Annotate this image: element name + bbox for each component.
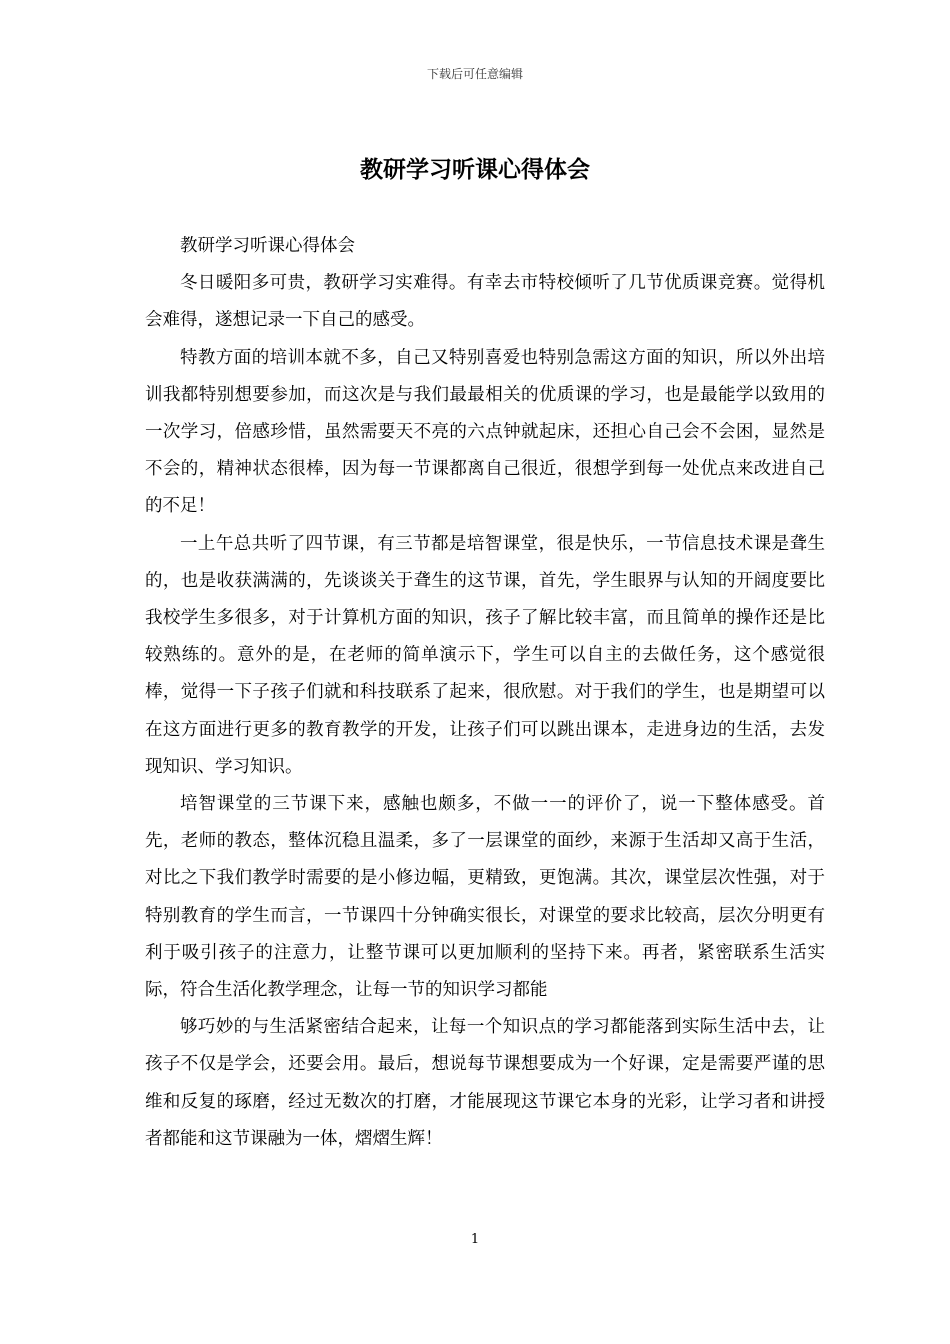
document-title: 教研学习听课心得体会 bbox=[360, 156, 590, 183]
page-number: 1 bbox=[470, 1232, 480, 1247]
paragraph-deaf-class: 一上午总共听了四节课，有三节都是培智课堂，很是快乐，一节信息技术课是聋生的，也是收获满满的，先谈谈关于聋生的这节课，首先，学生眼界与认知的开阔度要比我校学生多很多，对于计算机方面的知识，孩子了解比较丰富，而且简单的操作还是比较熟练的。意外的是，在老师的简单演示下，学生可以自主的去做任务，这个感觉很棒，觉得一下子孩子们就和科技联系了起来，很欣慰。对于我们的学生，也是期望可以在这方面进行更多的教育教学的开发，让孩子们可以跳出课本，走进身边的生活，去发现知识、学习知识。 bbox=[145, 533, 825, 777]
paragraph-peizhi-class: 培智课堂的三节课下来，感触也颇多，不做一一的评价了，说一下整体感受。首先，老师的教态，整体沉稳且温柔，多了一层课堂的面纱，来源于生活却又高于生活，对比之下我们教学时需要的是小修边幅，更精致，更饱满。其次，课堂层次性强，对于特别教育的学生而言，一节课四十分钟确实很长，对课堂的要求比较高，层次分明更有利于吸引孩子的注意力，让整节课可以更加顺利的坚持下来。再者，紧密联系生活实际，符合生活化教学理念，让每一节的知识学习都能 bbox=[145, 794, 825, 1001]
document-body bbox=[145, 228, 825, 1158]
paragraph-conclusion: 够巧妙的与生活紧密结合起来，让每一个知识点的学习都能落到实际生活中去，让孩子不仅是学会，还要会用。最后，想说每节课想要成为一个好课，定是需要严谨的思维和反复的琢磨，经过无数次的打磨，才能展现这节课它本身的光彩，让学习者和讲授者都能和这节课融为一体，熠熠生辉！ bbox=[145, 1017, 825, 1149]
paragraph-intro: 冬日暖阳多可贵，教研学习实难得。有幸去市特校倾听了几节优质课竞赛。觉得机会难得，遂想记录一下自己的感受。 bbox=[145, 273, 825, 331]
paragraph-subtitle: 教研学习听课心得体会 bbox=[180, 236, 355, 256]
paragraph-training: 特教方面的培训本就不多，自己又特别喜爱也特别急需这方面的知识，所以外出培训我都特别想要参加，而这次是与我们最最相关的优质课的学习，也是最能学以致用的一次学习，倍感珍惜，虽然需要天不亮的六点钟就起床，还担心自己会不会困，显然是不会的，精神状态很棒，因为每一节课都离自己很近，很想学到每一处优点来改进自己的不足！ bbox=[145, 347, 825, 517]
page-header-note: 下载后可任意编辑 bbox=[426, 67, 523, 81]
